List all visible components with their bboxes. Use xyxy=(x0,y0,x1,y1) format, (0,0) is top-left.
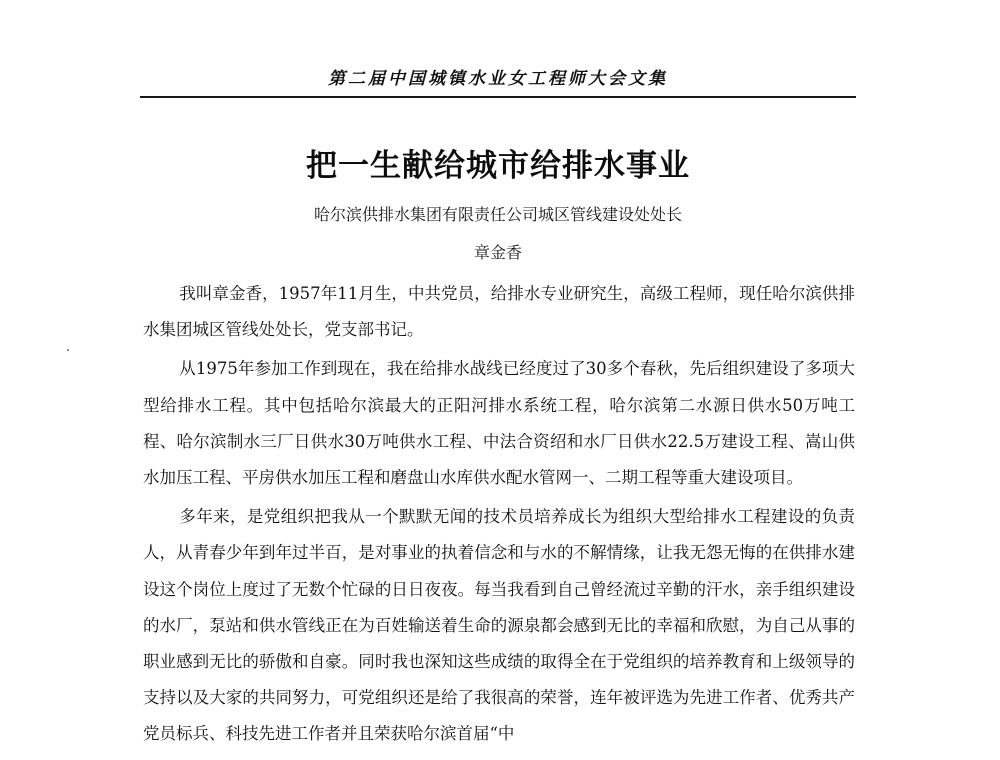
paragraph: 我叫章金香，1957年11月生，中共党员，给排水专业研究生，高级工程师，现任哈尔滨供排水集团城区管线处处长，党支部书记。 xyxy=(143,284,855,340)
article-body xyxy=(143,276,855,756)
author-affiliation: 哈尔滨供排水集团有限责任公司城区管线建设处处长 xyxy=(313,205,682,224)
running-header: 第二届中国城镇水业女工程师大会文集 xyxy=(328,69,668,89)
author-name: 章金香 xyxy=(473,243,522,262)
header-rule xyxy=(140,96,856,98)
paragraph: 多年来，是党组织把我从一个默默无闻的技术员培养成长为组织大型给排水工程建设的负责人，从青春少年到年过半百，是对事业的执着信念和与水的不解情缘，让我无怨无悔的在供排水建设这个岗位上度过了无数个忙碌的日日夜夜。每当我看到自己曾经流过辛勤的汗水，亲手组织建设的水厂，泵站和供水管线正在为百姓输送着生命的源泉都会感到无比的幸福和欣慰，为自己从事的职业感到无比的骄傲和自豪。同时我也深知这些成绩的取得全在于党组织的培养教育和上级领导的支持以及大家的共同努力，可党组织还是给了我很高的荣誉，连年被评选为先进工作者、优秀共产党员标兵、科技先进工作者并且荣获哈尔滨首届“中 xyxy=(143,507,855,744)
paragraph: 从1975年参加工作到现在，我在给排水战线已经度过了30多个春秋，先后组织建设了多项大型给排水工程。其中包括哈尔滨最大的正阳河排水系统工程，哈尔滨第二水源日供水50万吨工程、哈尔滨制水三厂日供水30万吨供水工程、中法合资绍和水厂日供水22.5万建设工程、嵩山供水加压工程、平房供水加压工程和磨盘山水库供水配水管网一、二期工程等重大建设项目。 xyxy=(143,359,855,488)
article-title: 把一生献给城市给排水事业 xyxy=(306,148,690,184)
scan-speck xyxy=(67,349,69,351)
